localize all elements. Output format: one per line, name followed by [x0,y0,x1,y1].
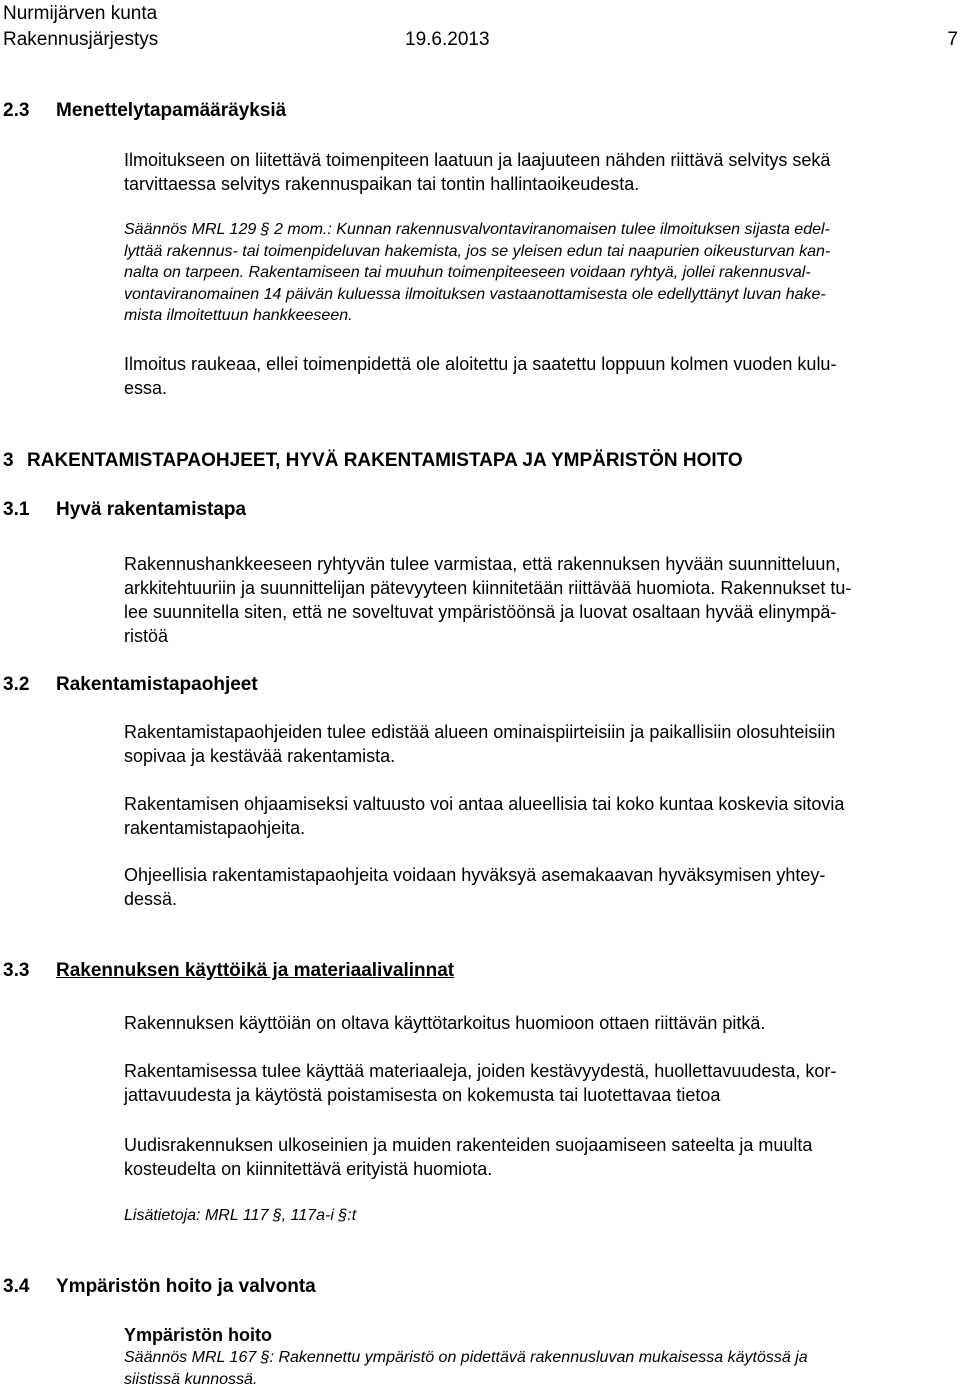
header-document-name: Rakennusjärjestys [3,27,158,53]
text-line: Uudisrakennuksen ulkoseinien ja muiden rakenteiden suojaamiseen sateelta ja muulta [124,1133,956,1157]
text-line: ristöä [124,624,956,648]
paragraph [124,863,956,911]
text-line: Rakennushankkeeseen ryhtyvän tulee varmistaa, että rakennuksen hyvään suunnitteluun, [124,552,956,576]
paragraph [124,720,956,768]
text-line: Lisätietoja: MRL 117 §, 117a-i §:t [124,1205,956,1227]
text-line: Ilmoitukseen on liitettävä toimenpiteen laatuun ja laajuuteen nähden riittävä selvitys sekä [124,148,956,172]
section-title: Menettelytapamääräyksiä [56,100,286,121]
section-number: 3.2 [3,673,56,697]
text-line: dessä. [124,887,956,911]
page-header [3,1,958,53]
text-line: Rakentamisessa tulee käyttää materiaaleja, joiden kestävyydestä, huollettavuudesta, kor- [124,1059,956,1083]
text-line: essa. [124,376,956,400]
paragraph [124,792,956,840]
text-line: Säännös MRL 167 §: Rakennettu ympäristö on pidettävä rakennusluvan mukaisessa käytössä ja [124,1347,956,1369]
text-line: kosteudelta on kiinnitettävä erityistä huomiota. [124,1157,956,1181]
paragraph [124,148,956,196]
section-heading-2-3 [3,99,286,123]
section-heading-3-4 [3,1275,316,1299]
paragraph [124,1059,956,1107]
statute-paragraph [124,219,956,327]
section-number: 3 [3,449,27,473]
text-line: lyttää rakennus- tai toimenpideluvan hakemista, jos se yleisen edun tai naapurien oikeusturvan kan- [124,241,956,263]
text-line: Rakentamistapaohjeiden tulee edistää alueen ominaispiirteisiin ja paikallisiin olosuhteisiin [124,720,956,744]
section-title: RAKENTAMISTAPAOHJEET, HYVÄ RAKENTAMISTAPA JA YMPÄRISTÖN HOITO [27,450,743,471]
header-organization: Nurmijärven kunta [3,1,958,27]
paragraph [124,1133,956,1181]
text-line: sopivaa ja kestävää rakentamista. [124,744,956,768]
text-line: Säännös MRL 129 § 2 mom.: Kunnan rakennusvalvontaviranomaisen tulee ilmoituksen sijasta edel- [124,219,956,241]
section-title: Rakennuksen käyttöikä ja materiaalivalinnat [56,960,454,981]
section-heading-3-2 [3,673,258,697]
paragraph [124,1011,956,1035]
section-heading-3 [3,449,743,473]
paragraph [124,552,956,648]
reference-note [124,1205,956,1227]
section-title: Rakentamistapaohjeet [56,674,258,695]
section-number: 3.1 [3,498,56,522]
text-line: lee suunnitella siten, että ne soveltuvat ympäristöönsä ja luovat osaltaan hyvää elinympä- [124,600,956,624]
text-line: nalta on tarpeen. Rakentamiseen tai muuhun toimenpiteeseen voidaan ryhtyä, jollei rakennusval- [124,262,956,284]
section-number: 3.4 [3,1275,56,1299]
text-line: Rakennuksen käyttöiän on oltava käyttötarkoitus huomioon ottaen riittävän pitkä. [124,1011,956,1035]
section-title: Hyvä rakentamistapa [56,499,246,520]
text-line: jattavuudesta ja käytöstä poistamisesta on kokemusta tai luotettavaa tietoa [124,1083,956,1107]
header-page-number: 7 [947,27,958,53]
text-line: Ohjeellisia rakentamistapaohjeita voidaan hyväksyä asemakaavan hyväksymisen yhtey- [124,863,956,887]
text-line: mista ilmoitettuun hankkeeseen. [124,305,956,327]
text-line: Ilmoitus raukeaa, ellei toimenpidettä ole aloitettu ja saatettu loppuun kolmen vuoden kulu- [124,352,956,376]
section-heading-3-3 [3,959,454,983]
section-number: 3.3 [3,959,56,983]
statute-paragraph [124,1347,956,1390]
paragraph [124,352,956,400]
subsection-title: Ympäristön hoito [124,1325,956,1346]
section-title: Ympäristön hoito ja valvonta [56,1276,316,1297]
section-heading-3-1 [3,498,246,522]
header-row [3,27,958,53]
text-line: tarvittaessa selvitys rakennuspaikan tai tontin hallintaoikeudesta. [124,172,956,196]
text-line: arkkitehtuuriin ja suunnittelijan pätevyyteen kiinnitetään riittävää huomiota. Rakennukset tu- [124,576,956,600]
section-number: 2.3 [3,99,56,123]
header-date: 19.6.2013 [405,27,490,53]
text-line: rakentamistapaohjeita. [124,816,956,840]
text-line: Rakentamisen ohjaamiseksi valtuusto voi antaa alueellisia tai koko kuntaa koskevia sitovia [124,792,956,816]
text-line: siistissä kunnossä. [124,1369,956,1390]
text-line: vontaviranomainen 14 päivän kuluessa ilmoituksen vastaanottamisesta ole edellyttänyt luvan hake- [124,284,956,306]
